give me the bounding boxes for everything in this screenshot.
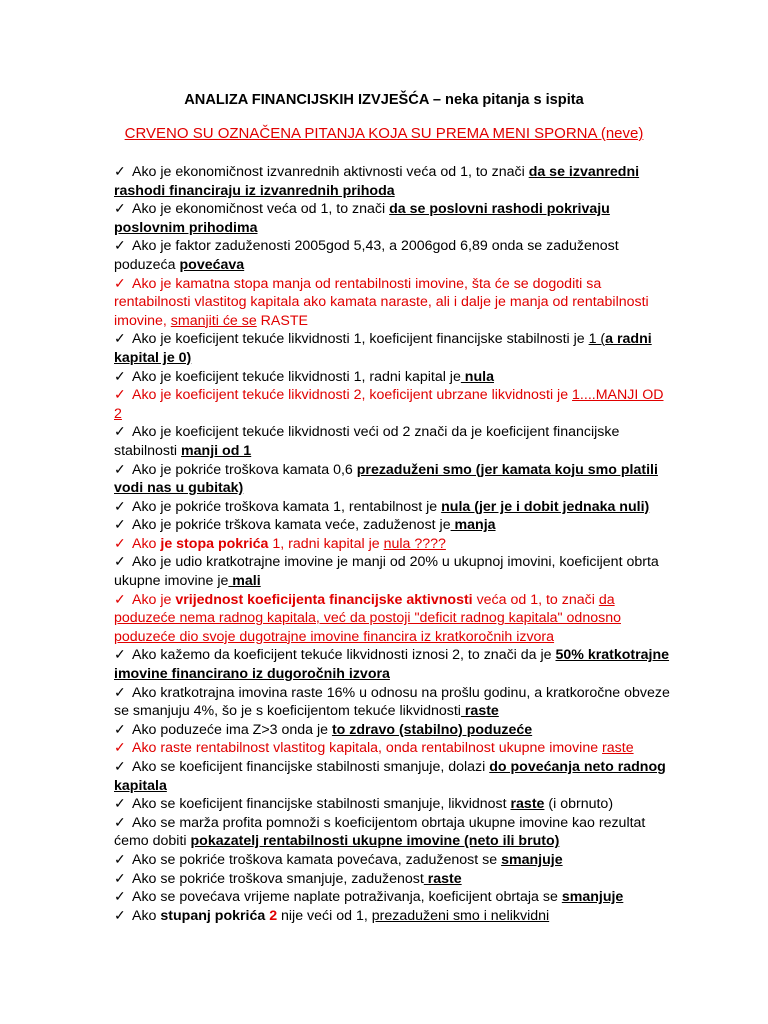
item-text-segment: Ako (132, 907, 161, 924)
item-text-segment: da poduzeće nema radnog kapitala, već da postoji "deficit radnog kapitala" odnosno poduzeće dio svoje dugotrajne imovine financira iz kratkoročnih izvora (114, 591, 621, 645)
item-text-segment: RASTE (256, 312, 308, 329)
checkmark-icon: ✓ (114, 424, 126, 441)
list-item (114, 721, 674, 740)
list-item (114, 275, 674, 331)
item-text-segment: da se poslovni rashodi pokrivaju poslovnim prihodima (114, 201, 610, 236)
list-item (114, 386, 674, 423)
item-text-segment: 1 ( (588, 331, 606, 348)
item-text-segment: 50% kratkotrajne imovine financirano iz dugoročnih izvora (114, 647, 670, 683)
checkmark-icon: ✓ (114, 796, 126, 813)
list-item (114, 163, 674, 200)
item-text-segment: Ako je kamatna stopa manja od rentabilnosti imovine, šta će se dogoditi sa rentabilnosti vlastitog kapitala ako kamata naraste, ali i dalje je manja od rentabilnosti imovine, (114, 275, 649, 329)
list-item (114, 907, 674, 926)
item-text-segment: Ako je pokriće trškova kamata veće, zaduženost je (132, 517, 451, 534)
item-text-segment: Ako je koeficijent tekuće likvidnosti 2, koeficijent ubrzane likvidnosti je (132, 387, 573, 404)
list-item (114, 368, 674, 387)
item-text-segment: smanjiti će se (170, 312, 257, 329)
item-text-segment: nula (jer je i dobit jednaka nuli) (441, 498, 650, 515)
list-item (114, 684, 674, 721)
item-text-segment: je stopa pokrića (160, 535, 269, 552)
item-text-segment: Ako je pokriće troškova kamata 0,6 (132, 461, 357, 478)
list-item (114, 888, 674, 907)
item-text-segment: raste (510, 796, 545, 813)
checkmark-icon: ✓ (114, 740, 126, 757)
document-subtitle: CRVENO SU OZNAČENA PITANJA KOJA SU PREMA MENI SPORNA (neve) (124, 125, 644, 142)
list-item (114, 553, 674, 590)
item-text-segment: to zdravo (stabilno) poduzeće (331, 721, 533, 738)
item-text-segment: prezaduženi smo (jer kamata koju smo platili vodi nas u gubitak) (114, 461, 658, 497)
item-text-segment: Ako je ekonomičnost veća od 1, to znači (132, 201, 390, 218)
checkmark-icon: ✓ (114, 647, 126, 664)
item-text-segment: do povećanja neto radnog kapitala (114, 759, 666, 794)
list-item (114, 423, 674, 460)
checkmark-icon: ✓ (114, 684, 126, 701)
item-text-segment: Ako kratkotrajna imovina raste 16% u odnosu na prošlu godinu, a kratkoročne obveze se smanjuju 4%, šo je s koeficijentom tekuće likvidnosti (114, 684, 670, 720)
item-text-segment: manji od 1 (181, 442, 252, 459)
list-item (114, 330, 674, 367)
list-item (114, 461, 674, 498)
checkmark-icon: ✓ (114, 814, 126, 831)
checkmark-icon: ✓ (114, 331, 126, 348)
checkmark-icon: ✓ (114, 238, 126, 255)
item-text-segment: Ako je udio kratkotrajne imovine je manji od 20% u ukupnoj imovini, koeficijent obrta ukupne imovine je (114, 554, 659, 590)
list-item (114, 814, 674, 851)
item-text-segment: raste (602, 740, 634, 757)
item-text-segment: 1, radni kapital je (268, 535, 384, 552)
item-text-segment: Ako se marža profita pomnoži s koeficijentom obrtaja ukupne imovine kao rezultat ćemo dobiti (114, 814, 646, 850)
checkmark-icon: ✓ (114, 201, 126, 218)
checkmark-icon: ✓ (114, 498, 126, 515)
item-text-segment: Ako je koeficijent tekuće likvidnosti 1, radni kapital je (132, 368, 461, 385)
checkmark-icon: ✓ (114, 387, 126, 404)
item-text-segment: manja (450, 517, 496, 534)
item-text-segment: prezaduženi smo i nelikvidni (371, 907, 550, 924)
checkmark-icon: ✓ (114, 461, 126, 478)
item-text-segment: smanjuje (501, 851, 563, 868)
item-text-segment: Ako je ekonomičnost izvanrednih aktivnosti veća od 1, to znači (132, 164, 529, 180)
item-text-segment: raste (460, 703, 499, 720)
checkmark-icon: ✓ (114, 870, 126, 887)
checkmark-icon: ✓ (114, 368, 126, 385)
item-text-segment: smanjuje (561, 889, 624, 906)
item-text-segment: Ako (132, 535, 161, 552)
item-text-segment: Ako se pokriće troškova smanjuje, zaduženost (132, 870, 424, 887)
list-item (114, 758, 674, 795)
item-text-segment: vrijednost koeficijenta financijske aktivnosti (175, 591, 473, 608)
list-item (114, 237, 674, 274)
list-item (114, 739, 674, 758)
document-title: ANALIZA FINANCIJSKIH IZVJEŠĆA – neka pitanja s ispita (184, 92, 584, 108)
checkmark-icon: ✓ (114, 517, 126, 534)
list-item (114, 535, 674, 554)
item-text-segment: Ako je koeficijent tekuće likvidnosti 1, koeficijent financijske stabilnosti je (132, 331, 589, 348)
list-item (114, 498, 674, 517)
item-text-segment: stupanj pokrića (160, 907, 270, 924)
checkmark-icon: ✓ (114, 164, 126, 180)
item-text-segment: nula (460, 368, 494, 385)
list-item (114, 646, 674, 683)
item-text-segment: 1....MANJI OD 2 (114, 387, 664, 422)
item-text-segment: Ako je pokriće troškova kamata 1, rentabilnost je (132, 498, 442, 515)
item-text-segment: Ako je koeficijent tekuće likvidnosti veći od 2 znači da je koeficijent financijske stabilnosti (114, 424, 620, 459)
item-text-segment: da se izvanredni rashodi financiraju iz izvanrednih prihoda (114, 164, 640, 199)
list-item (114, 591, 674, 647)
item-text-segment: Ako se koeficijent financijske stabilnosti smanjuje, dolazi (132, 759, 490, 775)
list-item (114, 795, 674, 814)
item-text-segment: Ako se pokriće troškova kamata povećava, zaduženost se (132, 851, 502, 868)
question-list (114, 163, 674, 925)
item-text-segment: raste (423, 870, 462, 887)
checkmark-icon: ✓ (114, 554, 126, 571)
list-item (114, 200, 674, 237)
item-text-segment: povećava (179, 256, 245, 273)
item-text-segment: veća od 1, to znači (472, 591, 599, 608)
item-text-segment: nula ???? (383, 535, 446, 552)
item-text-segment: mali (228, 573, 261, 590)
checkmark-icon: ✓ (114, 759, 126, 775)
checkmark-icon: ✓ (114, 721, 126, 738)
item-text-segment: Ako je faktor zaduženosti 2005god 5,43, a 2006god 6,89 onda se zaduženost poduzeća (114, 238, 619, 273)
item-text-segment: Ako kažemo da koeficijent tekuće likvidnosti iznosi 2, to znači da je (132, 647, 556, 664)
item-text-segment: 2 (269, 907, 278, 924)
list-item (114, 870, 674, 889)
list-item (114, 516, 674, 535)
checkmark-icon: ✓ (114, 535, 126, 552)
checkmark-icon: ✓ (114, 889, 126, 906)
item-text-segment: (i obrnuto) (544, 796, 614, 813)
checkmark-icon: ✓ (114, 851, 126, 868)
checkmark-icon: ✓ (114, 591, 126, 608)
item-text-segment: Ako se povećava vrijeme naplate potraživanja, koeficijent obrtaja se (132, 889, 562, 906)
item-text-segment: Ako je (132, 591, 176, 608)
checkmark-icon: ✓ (114, 907, 126, 924)
list-item (114, 851, 674, 870)
item-text-segment: pokazatelj rentabilnosti ukupne imovine (neto ili bruto) (190, 833, 560, 850)
item-text-segment: Ako raste rentabilnost vlastitog kapitala, onda rentabilnost ukupne imovine (132, 740, 603, 757)
item-text-segment: nije veći od 1, (277, 907, 372, 924)
item-text-segment: Ako se koeficijent financijske stabilnosti smanjuje, likvidnost (132, 796, 511, 813)
checkmark-icon: ✓ (114, 275, 126, 292)
item-text-segment: a radni kapital je 0) (114, 331, 652, 366)
item-text-segment: Ako poduzeće ima Z>3 onda je (132, 721, 332, 738)
